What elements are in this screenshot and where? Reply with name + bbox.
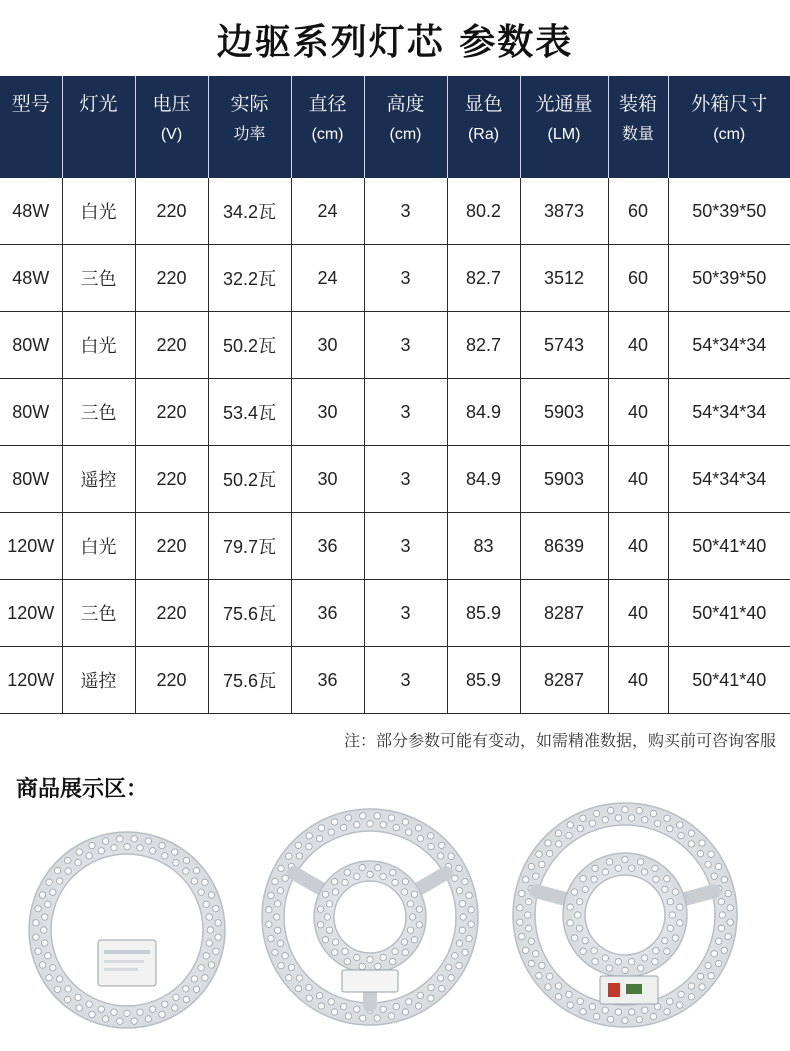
table-cell: 80W [0,379,62,446]
table-cell: 53.4瓦 [208,379,291,446]
header-unit: (cm) [713,126,746,143]
table-cell: 54*34*34 [668,446,790,513]
header-unit: (V) [160,126,183,143]
spec-table [0,76,790,714]
disclaimer-note: 注：部分参数可能有变动，如需精准数据，购买前可咨询客服 [343,731,776,750]
table-cell: 82.7 [447,312,520,379]
table-cell: 三色 [62,580,135,647]
table-cell: 220 [135,178,208,245]
header-cell [447,76,520,178]
table-cell: 3 [364,513,447,580]
table-cell: 40 [608,379,668,446]
table-cell: 3 [364,446,447,513]
table-cell: 三色 [62,379,135,446]
table-row [0,312,790,379]
table-cell: 40 [608,312,668,379]
header-label: 灯光 [79,94,118,115]
header-unit: (Ra) [467,126,500,143]
table-cell: 5903 [520,379,608,446]
table-cell: 3 [364,647,447,714]
table-cell: 120W [0,580,62,647]
table-row [0,446,790,513]
table-cell: 85.9 [447,580,520,647]
header-label: 光通量 [535,94,593,115]
table-cell: 5903 [520,446,608,513]
table-cell: 3512 [520,245,608,312]
table-cell: 3 [364,245,447,312]
table-cell: 80.2 [447,178,520,245]
table-cell: 85.9 [447,647,520,714]
header-cell [291,76,364,178]
table-cell: 40 [608,513,668,580]
table-cell: 50*41*40 [668,580,790,647]
table-cell: 8639 [520,513,608,580]
table-cell: 白光 [62,312,135,379]
header-cell [208,76,291,178]
header-unit: (cm) [311,126,344,143]
table-cell: 80W [0,446,62,513]
header-cell [0,76,62,178]
table-cell: 40 [608,446,668,513]
table-cell: 24 [291,178,364,245]
table-row [0,513,790,580]
header-label: 型号 [11,94,50,115]
header-unit: (LM) [547,126,581,143]
table-row [0,580,790,647]
table-cell: 50.2瓦 [208,446,291,513]
header-label: 外箱尺寸 [691,94,768,115]
table-cell: 120W [0,647,62,714]
table-cell: 30 [291,446,364,513]
table-cell: 84.9 [447,379,520,446]
table-cell: 40 [608,647,668,714]
table-cell: 54*34*34 [668,379,790,446]
table-cell: 36 [291,647,364,714]
table-cell: 50*41*40 [668,513,790,580]
table-cell: 50*39*50 [668,245,790,312]
table-cell: 遥控 [62,446,135,513]
table-row [0,647,790,714]
table-cell: 50*41*40 [668,647,790,714]
table-cell: 60 [608,245,668,312]
table-cell: 5743 [520,312,608,379]
led-ring-double-3-spoke-icon [262,809,478,1025]
table-cell: 3 [364,379,447,446]
table-cell: 三色 [62,245,135,312]
table-cell: 84.9 [447,446,520,513]
header-label: 实际 [230,94,269,115]
table-cell: 48W [0,178,62,245]
table-cell: 白光 [62,178,135,245]
table-cell: 30 [291,379,364,446]
page-title: 边驱系列灯芯 参数表 [216,21,574,63]
header-label: 装箱 [618,94,657,115]
table-cell: 220 [135,446,208,513]
table-cell: 220 [135,513,208,580]
table-cell: 3 [364,178,447,245]
table-row [0,245,790,312]
table-cell: 3 [364,312,447,379]
header-label: 电压 [152,94,191,115]
table-cell: 60 [608,178,668,245]
header-cell [520,76,608,178]
led-ring-single-icon [29,832,225,1028]
table-cell: 75.6瓦 [208,580,291,647]
table-cell: 32.2瓦 [208,245,291,312]
table-cell: 82.7 [447,245,520,312]
table-cell: 220 [135,379,208,446]
header-cell [668,76,790,178]
header-label: 直径 [308,94,347,115]
table-cell: 50*39*50 [668,178,790,245]
table-cell: 24 [291,245,364,312]
table-cell: 75.6瓦 [208,647,291,714]
table-cell: 50.2瓦 [208,312,291,379]
table-cell: 8287 [520,647,608,714]
table-cell: 8287 [520,580,608,647]
table-cell: 79.7瓦 [208,513,291,580]
header-unit: 功率 [233,126,266,143]
header-cell [364,76,447,178]
table-cell: 220 [135,245,208,312]
table-cell: 48W [0,245,62,312]
table-cell: 36 [291,513,364,580]
header-cell [135,76,208,178]
table-cell: 220 [135,580,208,647]
table-cell: 遥控 [62,647,135,714]
table-cell: 36 [291,580,364,647]
header-unit: (cm) [389,126,422,143]
table-cell: 30 [291,312,364,379]
led-ring-double-2-spoke-icon [513,803,737,1027]
table-cell: 220 [135,312,208,379]
header-label: 高度 [386,94,425,115]
table-cell: 120W [0,513,62,580]
table-cell: 83 [447,513,520,580]
table-row [0,178,790,245]
table-cell: 220 [135,647,208,714]
table-row [0,379,790,446]
header-cell [62,76,135,178]
table-cell: 80W [0,312,62,379]
header-unit: 数量 [621,126,654,143]
product-showcase [0,800,790,1051]
table-cell: 3873 [520,178,608,245]
table-cell: 40 [608,580,668,647]
showcase-title: 商品展示区： [16,776,149,802]
table-cell: 54*34*34 [668,312,790,379]
table-cell: 34.2瓦 [208,178,291,245]
header-label: 显色 [464,94,503,115]
table-cell: 白光 [62,513,135,580]
header-cell [608,76,668,178]
table-cell: 3 [364,580,447,647]
table-header-row [0,76,790,178]
